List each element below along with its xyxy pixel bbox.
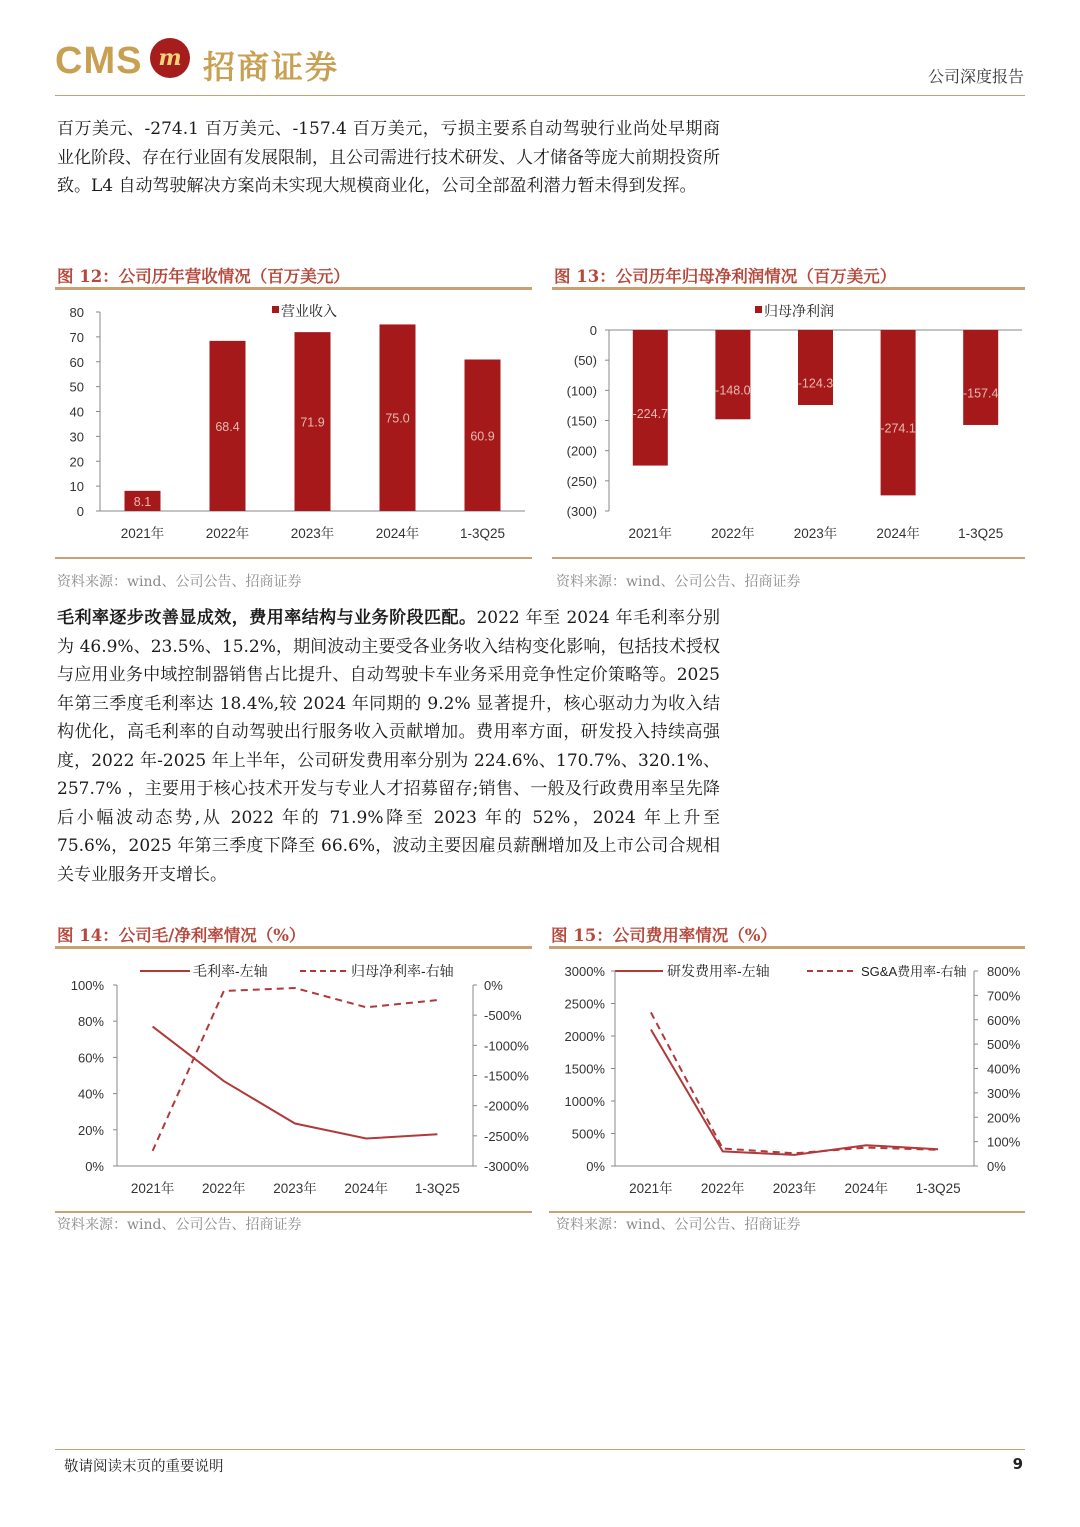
- right-tick-label: 800%: [987, 964, 1021, 979]
- legend-label: 毛利率-左轴: [193, 963, 268, 979]
- x-tick-label: 2021年: [130, 1181, 175, 1196]
- left-tick-label: 3000%: [564, 964, 605, 979]
- bar-value-label: -274.1: [880, 421, 916, 436]
- left-tick-label: 500%: [571, 1126, 605, 1142]
- left-tick-label: 0%: [85, 1159, 104, 1174]
- y-tick-label: (50): [573, 353, 597, 369]
- right-tick-label: 300%: [987, 1085, 1021, 1101]
- right-tick-label: -500%: [484, 1008, 522, 1024]
- legend-label: 归母净利率-右轴: [351, 963, 454, 979]
- right-tick-label: 500%: [987, 1037, 1021, 1053]
- footer-divider: [55, 1449, 1025, 1450]
- x-tick-label: 2024年: [375, 526, 420, 541]
- x-tick-label: 2021年: [629, 1181, 673, 1196]
- legend-label: 归母净利润: [764, 303, 834, 319]
- figure-14-bottom-rule: [55, 1211, 532, 1213]
- bar-value-label: -124.3: [797, 376, 834, 391]
- x-tick-label: 2024年: [844, 1181, 889, 1196]
- paragraph-text: 百万美元、-274.1 百万美元、-157.4 百万美元，亏损主要系自动驾驶行业尚处早期商业化阶段、存在行业固有发展限制，且公司需进行技术研发、人才储备等庞大前期投资所致。L4 自动驾驶解决方案尚未实现大规模商业化，公司全部盈利潜力暂未得到发挥。: [57, 119, 720, 196]
- footer-disclaimer: 敬请阅读末页的重要说明: [64, 1459, 224, 1475]
- figure-15-top-rule: [549, 946, 1025, 949]
- x-tick-label: 2022年: [700, 1181, 745, 1196]
- paragraph-lead: 毛利率逐步改善显成效，费用率结构与业务阶段匹配。: [57, 608, 477, 628]
- y-tick-label: 30: [69, 429, 84, 445]
- net-profit-bar-chart: [552, 292, 1025, 554]
- bar-value-label: 75.0: [385, 411, 410, 426]
- x-tick-label: 2024年: [344, 1181, 388, 1196]
- net-profit-bar: [881, 330, 916, 495]
- right-tick-label: -2000%: [484, 1098, 529, 1114]
- y-tick-label: 60: [69, 354, 84, 370]
- left-tick-label: 1500%: [564, 1061, 605, 1077]
- figure-13-bottom-rule: [552, 557, 1025, 559]
- right-tick-label: 700%: [987, 988, 1021, 1004]
- logo-text: CMS: [55, 40, 143, 82]
- right-tick-label: 0%: [484, 978, 503, 993]
- figure-14-source: 资料来源：wind、公司公告、招商证券: [57, 1217, 302, 1233]
- x-tick-label: 2022年: [205, 526, 250, 541]
- company-logo: [55, 38, 355, 88]
- right-tick-label: 400%: [987, 1061, 1021, 1077]
- figure-15-title: 图 15：公司费用率情况（%）: [551, 926, 777, 945]
- y-tick-label: (250): [566, 473, 597, 489]
- legend-label: 营业收入: [281, 303, 337, 319]
- left-tick-label: 60%: [77, 1050, 104, 1066]
- figure-14-top-rule: [55, 946, 532, 949]
- y-tick-label: (100): [566, 383, 597, 399]
- y-tick-label: 10: [69, 479, 84, 495]
- y-tick-label: (300): [566, 504, 597, 519]
- x-tick-label: 2023年: [273, 1181, 317, 1196]
- net-profit-bar: [798, 330, 833, 405]
- bar-value-label: 68.4: [215, 419, 240, 434]
- x-tick-label: 1-3Q25: [958, 526, 1004, 541]
- right-tick-label: 0%: [987, 1159, 1006, 1174]
- x-tick-label: 1-3Q25: [459, 526, 506, 541]
- figure-12-bottom-rule: [55, 557, 532, 559]
- y-tick-label: 40: [69, 404, 84, 420]
- left-tick-label: 40%: [77, 1086, 104, 1102]
- y-tick-label: (150): [566, 413, 597, 429]
- x-tick-label: 2022年: [202, 1181, 246, 1196]
- y-tick-label: 0: [589, 323, 597, 338]
- figure-13-top-rule: [552, 287, 1025, 290]
- y-tick-label: 0: [76, 504, 84, 519]
- figure-13-title: 图 13：公司历年归母净利润情况（百万美元）: [554, 267, 897, 286]
- left-tick-label: 20%: [77, 1122, 104, 1138]
- right-tick-label: 200%: [987, 1110, 1021, 1126]
- y-tick-label: 50: [69, 379, 84, 395]
- left-tick-label: 2000%: [564, 1029, 605, 1044]
- left-tick-label: 2500%: [564, 996, 605, 1012]
- left-tick-label: 1000%: [564, 1094, 605, 1109]
- paragraph-margins: [57, 604, 720, 889]
- paragraph-losses: [57, 115, 720, 201]
- bar-value-label: 8.1: [133, 494, 152, 509]
- right-tick-label: -3000%: [484, 1159, 529, 1174]
- bar-value-label: 60.9: [470, 429, 495, 444]
- expense-ratio-line-chart: [549, 951, 1025, 1209]
- x-tick-label: 2021年: [120, 526, 165, 541]
- y-tick-label: 70: [69, 329, 84, 345]
- logo-chinese-name: 招商证券: [203, 48, 340, 86]
- report-type-label: 公司深度报告: [927, 67, 1024, 86]
- solid-series-line: [153, 1027, 438, 1139]
- logo-seal-icon: m: [150, 38, 190, 78]
- dashed-series-line: [153, 988, 438, 1151]
- left-tick-label: 100%: [70, 978, 104, 993]
- net-profit-bar: [963, 330, 998, 425]
- y-tick-label: 80: [69, 305, 84, 320]
- figure-12-source: 资料来源：wind、公司公告、招商证券: [57, 574, 302, 590]
- bar-value-label: 71.9: [300, 415, 325, 430]
- x-tick-label: 2023年: [290, 526, 335, 541]
- net-profit-bar: [633, 330, 668, 466]
- x-tick-label: 2024年: [876, 526, 920, 541]
- x-tick-label: 1-3Q25: [915, 1181, 961, 1196]
- header-divider: [55, 95, 1025, 96]
- figure-12-top-rule: [55, 287, 532, 290]
- paragraph-text: 2022 年至 2024 年毛利率分别为 46.9%、23.5%、15.2%，期间波动主要受各业务收入结构变化影响，包括技术授权与应用业务中域控制器销售占比提升、自动驾驶卡车业务采用竞争性定价策略等。2025 年第三季度毛利率达 18.4%,较 2024 年同期的 9.2% 显著提升，核心驱动力为收入结构优化，高毛利率的自动驾驶出行服务收入贡献增加。费用率方面，研发投入持续高强度，2022 年-2025 年上半年，公司研发费用率分别为 224.6%、170.7%、320.1%、257.7% ，主要用于核心技术开发与专业人才招募留存;销售、一般及行政费用率呈先降后小幅波动态势,从 2022 年的 71.9%降至 2023 年的 52%，2024 年上升至 75.6%，2025 年第三季度下降至 66.6%，波动主要因雇员薪酬增加及上市公司合规相关专业服务开支增长。: [57, 608, 721, 885]
- figure-15-source: 资料来源：wind、公司公告、招商证券: [556, 1217, 801, 1233]
- x-tick-label: 2023年: [772, 1181, 817, 1196]
- right-tick-label: 600%: [987, 1012, 1021, 1028]
- dashed-series-line: [651, 1012, 938, 1153]
- x-tick-label: 2023年: [793, 526, 838, 541]
- y-tick-label: 20: [69, 454, 84, 470]
- legend-swatch: [272, 306, 279, 313]
- y-tick-label: (200): [566, 443, 597, 459]
- x-tick-label: 2022年: [711, 526, 755, 541]
- right-tick-label: 100%: [987, 1134, 1021, 1150]
- left-tick-label: 0%: [586, 1159, 605, 1174]
- bar-value-label: -148.0: [715, 383, 751, 398]
- revenue-bar-chart: [55, 292, 532, 554]
- right-tick-label: -2500%: [484, 1128, 529, 1144]
- figure-13-source: 资料来源：wind、公司公告、招商证券: [556, 574, 801, 590]
- left-tick-label: 80%: [77, 1014, 104, 1030]
- right-tick-label: -1000%: [484, 1038, 529, 1054]
- right-tick-label: -1500%: [484, 1068, 529, 1084]
- figure-15-bottom-rule: [549, 1211, 1025, 1213]
- page-number: 9: [1012, 1455, 1023, 1473]
- legend-label: 研发费用率-左轴: [667, 963, 770, 979]
- figure-14-title: 图 14：公司毛/净利率情况（%）: [57, 926, 306, 945]
- figure-12-title: 图 12：公司历年营收情况（百万美元）: [57, 267, 350, 286]
- x-tick-label: 2021年: [628, 526, 673, 541]
- net-profit-bar: [715, 330, 750, 419]
- bar-value-label: -224.7: [632, 406, 669, 421]
- legend-label: SG&A费用率-右轴: [861, 964, 967, 979]
- bar-value-label: -157.4: [962, 386, 999, 401]
- x-tick-label: 1-3Q25: [414, 1181, 460, 1196]
- margin-line-chart: [55, 951, 532, 1209]
- legend-swatch: [755, 306, 762, 313]
